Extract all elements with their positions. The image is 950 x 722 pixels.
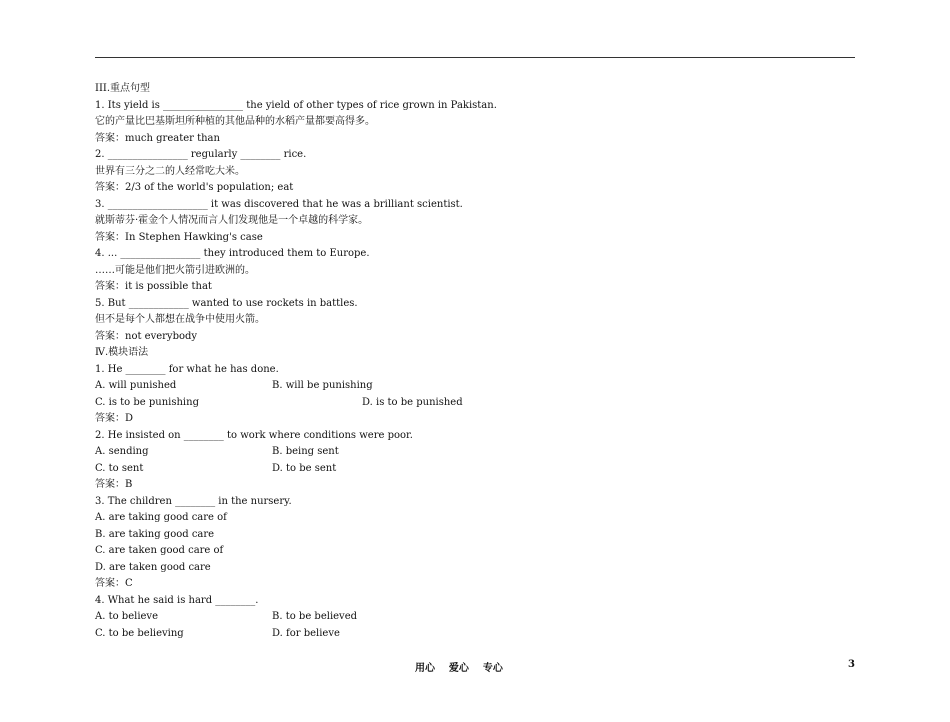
option-row [95, 626, 855, 643]
answer-line: 答案：D [95, 413, 134, 424]
sentence-english: 4. ... ________________ they introduced them to Europe. [95, 248, 370, 259]
option-d: D. is to be punished [362, 396, 463, 408]
option-b: B. to be believed [272, 611, 358, 622]
answer-line: 答案：not everybody [95, 330, 198, 342]
option-a: A. sending [95, 446, 149, 457]
sentence-chinese: 但不是每个人都想在战争中使用火箭。 [95, 314, 265, 325]
footer-motto: 用心 爱心 专心 [415, 663, 503, 674]
sentence-chinese: 世界有三分之二的人经常吃大米。 [95, 165, 245, 177]
answer-line: 答案：In Stephen Hawking's case [95, 231, 263, 243]
sentence-chinese: 就斯蒂芬·霍金个人情况而言人们发现他是一个卓越的科学家。 [95, 215, 369, 226]
answer-line: 答案：it is possible that [95, 281, 212, 292]
answer-line: 答案：2/3 of the world's population; eat [95, 182, 294, 193]
page-content [95, 81, 855, 642]
section-heading: Ⅳ.模块语法 [95, 347, 149, 358]
option-b: B. are taking good care [95, 528, 215, 540]
sentence-chinese: 它的产量比巴基斯坦所种植的其他品种的水稻产量都要高得多。 [95, 116, 375, 127]
sentence-chinese: ……可能是他们把火箭引进欧洲的。 [95, 264, 255, 276]
answer-line: 答案：C [95, 578, 133, 589]
option-b: B. will be punishing [272, 380, 373, 391]
option-c: C. to be believing [95, 627, 184, 639]
sentence-english: 2. ________________ regularly ________ rice. [95, 149, 307, 160]
option-c: C. to sent [95, 462, 144, 474]
question-stem: 2. He insisted on ________ to work where conditions were poor. [95, 429, 413, 441]
sentence-english: 5. But ____________ wanted to use rockets in battles. [95, 297, 358, 309]
question-stem: 1. He ________ for what he has done. [95, 363, 279, 375]
header-rule [95, 57, 855, 58]
option-row [95, 609, 855, 626]
option-a: A. are taking good care of [95, 512, 227, 523]
question-stem: 4. What he said is hard ________. [95, 594, 259, 606]
sentence-english: 3. ____________________ it was discovered that he was a brilliant scientist. [95, 198, 463, 210]
option-c: C. is to be punishing [95, 396, 199, 408]
option-d: D. for believe [272, 627, 340, 639]
sentence-english: 1. Its yield is ________________ the yield of other types of rice grown in Pakistan. [95, 99, 497, 111]
answer-line: 答案：much greater than [95, 132, 220, 144]
page-number: 3 [848, 659, 855, 670]
option-row [95, 444, 855, 461]
option-c: C. are taken good care of [95, 545, 224, 556]
option-row [95, 378, 855, 395]
option-row [95, 395, 855, 412]
option-row [95, 461, 855, 478]
option-b: B. being sent [272, 446, 339, 457]
section-heading: III.重点句型 [95, 83, 151, 94]
option-a: A. to believe [95, 611, 158, 622]
answer-line: 答案：B [95, 479, 133, 490]
option-d: D. to be sent [272, 462, 337, 474]
option-d: D. are taken good care [95, 561, 211, 573]
option-a: A. will punished [95, 380, 177, 391]
question-stem: 3. The children ________ in the nursery. [95, 495, 292, 507]
